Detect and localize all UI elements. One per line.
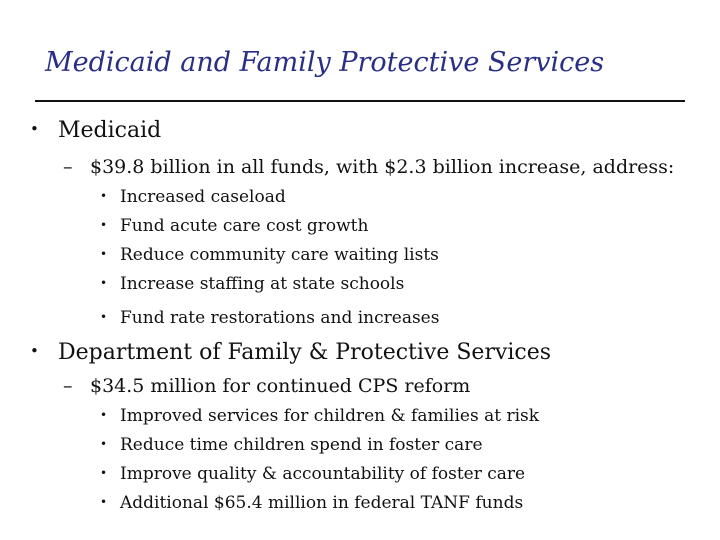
list-item	[100, 493, 523, 513]
bullet-medicaid	[30, 118, 161, 143]
sub-bullet-text: $39.8 billion in all funds, with $2.3 billion increase, address:	[90, 156, 675, 178]
sub-bullet-cps-reform	[63, 375, 470, 397]
bullet-dot: •	[100, 466, 108, 480]
list-item-text: Reduce community care waiting lists	[120, 245, 439, 265]
sub-bullet-text: $34.5 million for continued CPS reform	[90, 375, 471, 397]
bullet-dot: •	[100, 437, 108, 451]
bullet-dot: •	[30, 120, 39, 138]
list-item-text: Increase staffing at state schools	[120, 274, 405, 294]
title-divider	[35, 100, 685, 102]
list-item	[100, 435, 483, 455]
list-item-text: Additional $65.4 million in federal TANF funds	[120, 493, 524, 513]
bullet-dot: •	[100, 408, 108, 422]
section-heading: Department of Family & Protective Services	[58, 340, 552, 365]
list-item	[100, 274, 404, 294]
section-heading: Medicaid	[58, 118, 162, 143]
dash-marker: –	[63, 375, 73, 397]
list-item-text: Improved services for children & families at risk	[120, 406, 540, 426]
bullet-dfps	[30, 340, 551, 365]
list-item	[100, 245, 439, 265]
bullet-dot: •	[30, 342, 39, 360]
bullet-dot: •	[100, 495, 108, 509]
slide-title: Medicaid and Family Protective Services	[45, 47, 605, 78]
list-item	[100, 464, 525, 484]
list-item-text: Improve quality & accountability of foster care	[120, 464, 526, 484]
list-item	[100, 216, 368, 236]
list-item-text: Increased caseload	[120, 187, 286, 207]
dash-marker: –	[63, 156, 73, 178]
bullet-dot: •	[100, 247, 108, 261]
list-item	[100, 187, 286, 207]
list-item-text: Reduce time children spend in foster care	[120, 435, 483, 455]
list-item	[100, 406, 539, 426]
list-item-text: Fund rate restorations and increases	[120, 308, 440, 328]
list-item	[100, 308, 439, 328]
sub-bullet-medicaid-funds	[63, 156, 674, 178]
bullet-dot: •	[100, 218, 108, 232]
bullet-dot: •	[100, 310, 108, 324]
bullet-dot: •	[100, 189, 108, 203]
bullet-dot: •	[100, 276, 108, 290]
list-item-text: Fund acute care cost growth	[120, 216, 369, 236]
